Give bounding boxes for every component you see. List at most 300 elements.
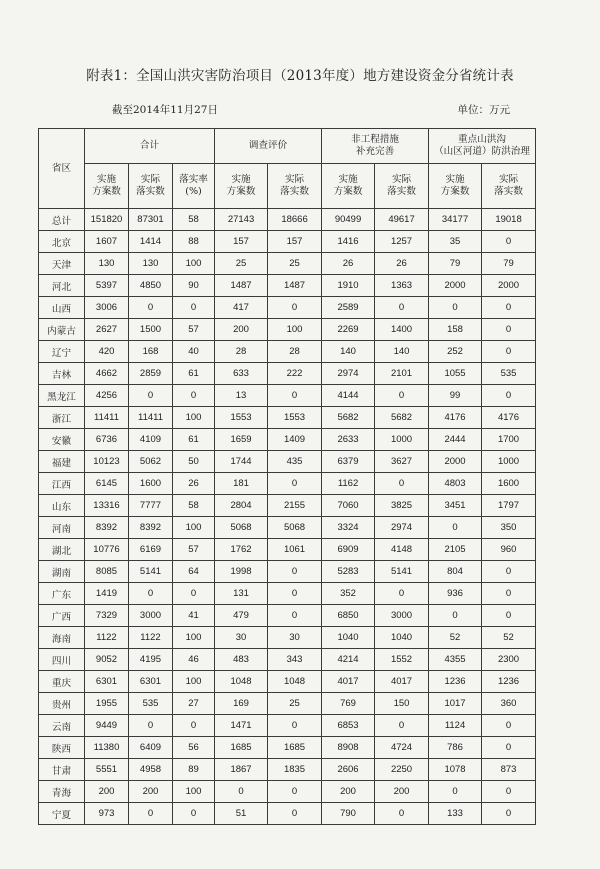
cell-total-plan: 13316 xyxy=(85,495,129,517)
cell-survey-plan: 1762 xyxy=(215,539,268,561)
cell-nonengineering-plan: 8908 xyxy=(322,737,375,759)
cell-total-actual: 1500 xyxy=(129,319,173,341)
cell-gully-actual: 0 xyxy=(482,715,536,737)
cell-gully-actual: 0 xyxy=(482,583,536,605)
cell-total-actual: 8392 xyxy=(129,517,173,539)
cell-gully-plan: 936 xyxy=(429,583,482,605)
cell-province: 福建 xyxy=(39,451,85,473)
cell-survey-plan: 0 xyxy=(215,781,268,803)
header-group-total: 合计 xyxy=(85,129,215,164)
cell-survey-actual: 0 xyxy=(268,803,322,825)
document-title: 附表1：全国山洪灾害防治项目（2013年度）地方建设资金分省统计表 xyxy=(86,68,514,84)
cell-gully-plan: 35 xyxy=(429,231,482,253)
cell-total-actual: 535 xyxy=(129,693,173,715)
cell-total-plan: 10123 xyxy=(85,451,129,473)
header-gully-plan: 实施 方案数 xyxy=(429,164,482,209)
cell-gully-plan: 34177 xyxy=(429,209,482,231)
cell-province: 浙江 xyxy=(39,407,85,429)
cell-nonengineering-plan: 769 xyxy=(322,693,375,715)
table-row xyxy=(39,605,536,627)
cell-total-rate: 100 xyxy=(173,781,215,803)
cell-total-plan: 8392 xyxy=(85,517,129,539)
cell-gully-actual: 0 xyxy=(482,803,536,825)
cell-gully-actual: 2000 xyxy=(482,275,536,297)
cell-total-plan: 973 xyxy=(85,803,129,825)
cell-province: 海南 xyxy=(39,627,85,649)
cell-total-plan: 130 xyxy=(85,253,129,275)
cell-survey-plan: 200 xyxy=(215,319,268,341)
cell-survey-actual: 0 xyxy=(268,583,322,605)
cell-gully-actual: 1236 xyxy=(482,671,536,693)
cell-gully-actual: 52 xyxy=(482,627,536,649)
cell-total-rate: 0 xyxy=(173,583,215,605)
date-note: 截至2014年11月27日 xyxy=(112,104,218,116)
cell-province: 天津 xyxy=(39,253,85,275)
cell-survey-actual: 1553 xyxy=(268,407,322,429)
cell-total-actual: 0 xyxy=(129,583,173,605)
cell-total-rate: 0 xyxy=(173,715,215,737)
table-row xyxy=(39,275,536,297)
cell-province: 湖北 xyxy=(39,539,85,561)
statistics-table xyxy=(38,128,536,825)
cell-nonengineering-plan: 1416 xyxy=(322,231,375,253)
cell-province: 贵州 xyxy=(39,693,85,715)
cell-total-rate: 57 xyxy=(173,539,215,561)
cell-province: 辽宁 xyxy=(39,341,85,363)
cell-survey-actual: 0 xyxy=(268,385,322,407)
cell-total-plan: 420 xyxy=(85,341,129,363)
cell-total-actual: 5141 xyxy=(129,561,173,583)
header-group-gully: 重点山洪沟 （山区河道）防洪治理 xyxy=(429,129,536,164)
cell-gully-plan: 4355 xyxy=(429,649,482,671)
cell-gully-plan: 1236 xyxy=(429,671,482,693)
cell-survey-actual: 1048 xyxy=(268,671,322,693)
cell-survey-actual: 2155 xyxy=(268,495,322,517)
cell-nonengineering-plan: 6379 xyxy=(322,451,375,473)
cell-total-plan: 10776 xyxy=(85,539,129,561)
cell-survey-actual: 435 xyxy=(268,451,322,473)
cell-province: 广西 xyxy=(39,605,85,627)
cell-nonengineering-plan: 4144 xyxy=(322,385,375,407)
cell-nonengineering-plan: 200 xyxy=(322,781,375,803)
cell-total-actual: 3000 xyxy=(129,605,173,627)
cell-gully-plan: 0 xyxy=(429,781,482,803)
cell-survey-plan: 157 xyxy=(215,231,268,253)
table-row xyxy=(39,649,536,671)
cell-nonengineering-actual: 5682 xyxy=(375,407,429,429)
cell-survey-plan: 1048 xyxy=(215,671,268,693)
cell-total-actual: 6301 xyxy=(129,671,173,693)
cell-total-plan: 11411 xyxy=(85,407,129,429)
cell-nonengineering-plan: 6853 xyxy=(322,715,375,737)
cell-gully-plan: 2105 xyxy=(429,539,482,561)
cell-survey-plan: 1867 xyxy=(215,759,268,781)
cell-total-plan: 1419 xyxy=(85,583,129,605)
table-row xyxy=(39,385,536,407)
table-row xyxy=(39,451,536,473)
cell-survey-actual: 0 xyxy=(268,715,322,737)
cell-gully-plan: 79 xyxy=(429,253,482,275)
cell-nonengineering-plan: 790 xyxy=(322,803,375,825)
cell-total-rate: 0 xyxy=(173,385,215,407)
cell-gully-plan: 2444 xyxy=(429,429,482,451)
cell-survey-actual: 28 xyxy=(268,341,322,363)
cell-total-plan: 6145 xyxy=(85,473,129,495)
cell-total-actual: 6409 xyxy=(129,737,173,759)
cell-survey-actual: 25 xyxy=(268,253,322,275)
cell-province: 河南 xyxy=(39,517,85,539)
header-survey-actual: 实际 落实数 xyxy=(268,164,322,209)
cell-nonengineering-plan: 3324 xyxy=(322,517,375,539)
cell-total-actual: 4195 xyxy=(129,649,173,671)
cell-total-actual: 2859 xyxy=(129,363,173,385)
header-total-rate: 落实率 (%) xyxy=(173,164,215,209)
table-row xyxy=(39,693,536,715)
cell-total-plan: 11380 xyxy=(85,737,129,759)
header-survey-plan: 实施 方案数 xyxy=(215,164,268,209)
header-group-nonengineering: 非工程措施 补充完善 xyxy=(322,129,429,164)
cell-nonengineering-actual: 1257 xyxy=(375,231,429,253)
cell-gully-actual: 1600 xyxy=(482,473,536,495)
cell-total-rate: 90 xyxy=(173,275,215,297)
cell-total-plan: 6736 xyxy=(85,429,129,451)
cell-survey-actual: 5068 xyxy=(268,517,322,539)
cell-survey-actual: 0 xyxy=(268,473,322,495)
header-nonengineering-actual: 实际 落实数 xyxy=(375,164,429,209)
table-row xyxy=(39,319,536,341)
cell-gully-plan: 0 xyxy=(429,517,482,539)
cell-total-rate: 0 xyxy=(173,803,215,825)
cell-total-plan: 5397 xyxy=(85,275,129,297)
header-gully-actual: 实际 落实数 xyxy=(482,164,536,209)
cell-total-rate: 100 xyxy=(173,253,215,275)
cell-province: 湖南 xyxy=(39,561,85,583)
header-nonengineering-plan: 实施 方案数 xyxy=(322,164,375,209)
cell-gully-actual: 19018 xyxy=(482,209,536,231)
cell-nonengineering-plan: 1040 xyxy=(322,627,375,649)
table-row xyxy=(39,253,536,275)
cell-province: 安徽 xyxy=(39,429,85,451)
cell-total-rate: 88 xyxy=(173,231,215,253)
table-row xyxy=(39,407,536,429)
cell-total-plan: 7329 xyxy=(85,605,129,627)
table-body xyxy=(39,209,536,825)
cell-nonengineering-plan: 2269 xyxy=(322,319,375,341)
cell-survey-plan: 483 xyxy=(215,649,268,671)
cell-nonengineering-actual: 1000 xyxy=(375,429,429,451)
cell-nonengineering-actual: 2974 xyxy=(375,517,429,539)
table-row xyxy=(39,341,536,363)
cell-total-plan: 1955 xyxy=(85,693,129,715)
cell-survey-actual: 1061 xyxy=(268,539,322,561)
cell-total-rate: 56 xyxy=(173,737,215,759)
cell-total-rate: 100 xyxy=(173,627,215,649)
cell-total-rate: 89 xyxy=(173,759,215,781)
header-total-actual: 实际 落实数 xyxy=(129,164,173,209)
cell-total-rate: 0 xyxy=(173,297,215,319)
cell-nonengineering-actual: 4017 xyxy=(375,671,429,693)
cell-total-actual: 130 xyxy=(129,253,173,275)
cell-nonengineering-actual: 1040 xyxy=(375,627,429,649)
cell-province: 重庆 xyxy=(39,671,85,693)
cell-survey-actual: 100 xyxy=(268,319,322,341)
cell-total-rate: 64 xyxy=(173,561,215,583)
cell-nonengineering-plan: 6909 xyxy=(322,539,375,561)
cell-survey-actual: 30 xyxy=(268,627,322,649)
cell-survey-plan: 1659 xyxy=(215,429,268,451)
cell-gully-actual: 873 xyxy=(482,759,536,781)
cell-gully-actual: 0 xyxy=(482,385,536,407)
cell-total-rate: 46 xyxy=(173,649,215,671)
header-total-plan: 实施 方案数 xyxy=(85,164,129,209)
cell-gully-plan: 1055 xyxy=(429,363,482,385)
cell-survey-actual: 1685 xyxy=(268,737,322,759)
cell-total-plan: 4662 xyxy=(85,363,129,385)
table-row xyxy=(39,583,536,605)
cell-total-actual: 200 xyxy=(129,781,173,803)
cell-total-rate: 40 xyxy=(173,341,215,363)
cell-survey-actual: 1409 xyxy=(268,429,322,451)
table-row xyxy=(39,297,536,319)
cell-survey-plan: 1744 xyxy=(215,451,268,473)
table-row xyxy=(39,517,536,539)
cell-total-rate: 100 xyxy=(173,517,215,539)
cell-gully-actual: 0 xyxy=(482,341,536,363)
cell-total-actual: 4958 xyxy=(129,759,173,781)
cell-nonengineering-actual: 3000 xyxy=(375,605,429,627)
table-row xyxy=(39,429,536,451)
cell-total-rate: 27 xyxy=(173,693,215,715)
cell-nonengineering-actual: 140 xyxy=(375,341,429,363)
cell-total-actual: 0 xyxy=(129,715,173,737)
cell-nonengineering-plan: 2974 xyxy=(322,363,375,385)
cell-gully-plan: 0 xyxy=(429,297,482,319)
table-row xyxy=(39,473,536,495)
cell-gully-actual: 0 xyxy=(482,561,536,583)
cell-survey-actual: 18666 xyxy=(268,209,322,231)
cell-gully-plan: 99 xyxy=(429,385,482,407)
cell-survey-plan: 169 xyxy=(215,693,268,715)
table-row xyxy=(39,627,536,649)
cell-total-actual: 6169 xyxy=(129,539,173,561)
cell-total-actual: 1600 xyxy=(129,473,173,495)
cell-total-plan: 1122 xyxy=(85,627,129,649)
cell-province: 山西 xyxy=(39,297,85,319)
table-row xyxy=(39,759,536,781)
table-row xyxy=(39,561,536,583)
cell-province: 云南 xyxy=(39,715,85,737)
cell-nonengineering-plan: 2633 xyxy=(322,429,375,451)
cell-nonengineering-actual: 5141 xyxy=(375,561,429,583)
cell-nonengineering-actual: 1400 xyxy=(375,319,429,341)
table-row xyxy=(39,209,536,231)
cell-nonengineering-plan: 4214 xyxy=(322,649,375,671)
cell-total-actual: 0 xyxy=(129,385,173,407)
cell-total-actual: 7777 xyxy=(129,495,173,517)
cell-total-actual: 1122 xyxy=(129,627,173,649)
cell-gully-plan: 2000 xyxy=(429,275,482,297)
cell-total-rate: 41 xyxy=(173,605,215,627)
cell-survey-plan: 30 xyxy=(215,627,268,649)
cell-nonengineering-actual: 26 xyxy=(375,253,429,275)
table-row xyxy=(39,671,536,693)
cell-gully-actual: 0 xyxy=(482,297,536,319)
cell-survey-actual: 222 xyxy=(268,363,322,385)
table-row xyxy=(39,715,536,737)
cell-province: 内蒙古 xyxy=(39,319,85,341)
cell-nonengineering-actual: 0 xyxy=(375,473,429,495)
cell-total-actual: 4109 xyxy=(129,429,173,451)
cell-nonengineering-actual: 0 xyxy=(375,385,429,407)
cell-total-plan: 200 xyxy=(85,781,129,803)
cell-total-rate: 57 xyxy=(173,319,215,341)
cell-province: 总计 xyxy=(39,209,85,231)
unit-note: 单位：万元 xyxy=(457,104,510,116)
cell-total-actual: 168 xyxy=(129,341,173,363)
cell-province: 青海 xyxy=(39,781,85,803)
cell-survey-plan: 1685 xyxy=(215,737,268,759)
cell-nonengineering-actual: 200 xyxy=(375,781,429,803)
table-row xyxy=(39,781,536,803)
cell-gully-actual: 0 xyxy=(482,781,536,803)
cell-gully-actual: 2300 xyxy=(482,649,536,671)
cell-total-rate: 26 xyxy=(173,473,215,495)
cell-nonengineering-actual: 2250 xyxy=(375,759,429,781)
cell-survey-plan: 1471 xyxy=(215,715,268,737)
cell-nonengineering-actual: 1552 xyxy=(375,649,429,671)
cell-total-rate: 61 xyxy=(173,429,215,451)
cell-province: 四川 xyxy=(39,649,85,671)
cell-gully-plan: 3451 xyxy=(429,495,482,517)
table-row xyxy=(39,803,536,825)
cell-gully-actual: 1797 xyxy=(482,495,536,517)
cell-gully-actual: 1700 xyxy=(482,429,536,451)
cell-province: 河北 xyxy=(39,275,85,297)
cell-province: 广东 xyxy=(39,583,85,605)
cell-survey-actual: 1487 xyxy=(268,275,322,297)
cell-total-actual: 87301 xyxy=(129,209,173,231)
cell-gully-actual: 0 xyxy=(482,605,536,627)
cell-nonengineering-actual: 0 xyxy=(375,297,429,319)
cell-total-actual: 5062 xyxy=(129,451,173,473)
cell-nonengineering-plan: 5682 xyxy=(322,407,375,429)
cell-nonengineering-actual: 1363 xyxy=(375,275,429,297)
cell-total-plan: 9052 xyxy=(85,649,129,671)
cell-nonengineering-plan: 6850 xyxy=(322,605,375,627)
cell-province: 黑龙江 xyxy=(39,385,85,407)
cell-survey-actual: 1835 xyxy=(268,759,322,781)
cell-survey-actual: 0 xyxy=(268,297,322,319)
cell-total-plan: 5551 xyxy=(85,759,129,781)
table-row xyxy=(39,539,536,561)
cell-total-plan: 8085 xyxy=(85,561,129,583)
cell-total-actual: 4850 xyxy=(129,275,173,297)
cell-survey-plan: 131 xyxy=(215,583,268,605)
cell-gully-actual: 535 xyxy=(482,363,536,385)
cell-gully-plan: 158 xyxy=(429,319,482,341)
cell-nonengineering-plan: 352 xyxy=(322,583,375,605)
cell-province: 江西 xyxy=(39,473,85,495)
cell-gully-actual: 960 xyxy=(482,539,536,561)
cell-survey-plan: 417 xyxy=(215,297,268,319)
cell-survey-plan: 27143 xyxy=(215,209,268,231)
cell-province: 甘肃 xyxy=(39,759,85,781)
cell-nonengineering-actual: 2101 xyxy=(375,363,429,385)
header-province: 省区 xyxy=(39,129,85,209)
cell-gully-plan: 133 xyxy=(429,803,482,825)
cell-survey-actual: 25 xyxy=(268,693,322,715)
cell-total-rate: 61 xyxy=(173,363,215,385)
cell-total-rate: 58 xyxy=(173,495,215,517)
cell-gully-actual: 0 xyxy=(482,231,536,253)
cell-gully-plan: 1078 xyxy=(429,759,482,781)
cell-gully-plan: 1124 xyxy=(429,715,482,737)
cell-nonengineering-plan: 140 xyxy=(322,341,375,363)
cell-province: 吉林 xyxy=(39,363,85,385)
cell-province: 北京 xyxy=(39,231,85,253)
cell-total-plan: 6301 xyxy=(85,671,129,693)
cell-nonengineering-actual: 0 xyxy=(375,715,429,737)
cell-survey-plan: 1487 xyxy=(215,275,268,297)
cell-gully-actual: 360 xyxy=(482,693,536,715)
cell-survey-plan: 13 xyxy=(215,385,268,407)
cell-nonengineering-actual: 0 xyxy=(375,583,429,605)
cell-gully-plan: 252 xyxy=(429,341,482,363)
cell-survey-plan: 479 xyxy=(215,605,268,627)
cell-gully-actual: 0 xyxy=(482,319,536,341)
cell-survey-actual: 0 xyxy=(268,605,322,627)
cell-total-plan: 4256 xyxy=(85,385,129,407)
table-row xyxy=(39,231,536,253)
cell-nonengineering-actual: 4724 xyxy=(375,737,429,759)
cell-survey-actual: 343 xyxy=(268,649,322,671)
cell-survey-plan: 28 xyxy=(215,341,268,363)
cell-total-actual: 11411 xyxy=(129,407,173,429)
cell-nonengineering-actual: 4148 xyxy=(375,539,429,561)
cell-survey-actual: 0 xyxy=(268,561,322,583)
cell-survey-plan: 2804 xyxy=(215,495,268,517)
cell-gully-plan: 4803 xyxy=(429,473,482,495)
cell-gully-plan: 0 xyxy=(429,605,482,627)
cell-total-rate: 100 xyxy=(173,671,215,693)
cell-province: 宁夏 xyxy=(39,803,85,825)
cell-nonengineering-actual: 0 xyxy=(375,803,429,825)
cell-province: 陕西 xyxy=(39,737,85,759)
cell-gully-actual: 1000 xyxy=(482,451,536,473)
cell-nonengineering-plan: 4017 xyxy=(322,671,375,693)
table-row xyxy=(39,495,536,517)
cell-total-plan: 2627 xyxy=(85,319,129,341)
cell-nonengineering-actual: 3825 xyxy=(375,495,429,517)
header-group-survey: 调查评价 xyxy=(215,129,322,164)
cell-total-rate: 100 xyxy=(173,407,215,429)
cell-survey-plan: 1998 xyxy=(215,561,268,583)
cell-survey-actual: 0 xyxy=(268,781,322,803)
cell-gully-plan: 52 xyxy=(429,627,482,649)
cell-gully-plan: 804 xyxy=(429,561,482,583)
cell-survey-plan: 51 xyxy=(215,803,268,825)
cell-survey-actual: 157 xyxy=(268,231,322,253)
cell-gully-plan: 786 xyxy=(429,737,482,759)
cell-total-plan: 1607 xyxy=(85,231,129,253)
cell-survey-plan: 25 xyxy=(215,253,268,275)
cell-gully-actual: 79 xyxy=(482,253,536,275)
cell-survey-plan: 633 xyxy=(215,363,268,385)
cell-total-actual: 0 xyxy=(129,803,173,825)
cell-total-plan: 9449 xyxy=(85,715,129,737)
cell-total-plan: 151820 xyxy=(85,209,129,231)
cell-nonengineering-plan: 5283 xyxy=(322,561,375,583)
